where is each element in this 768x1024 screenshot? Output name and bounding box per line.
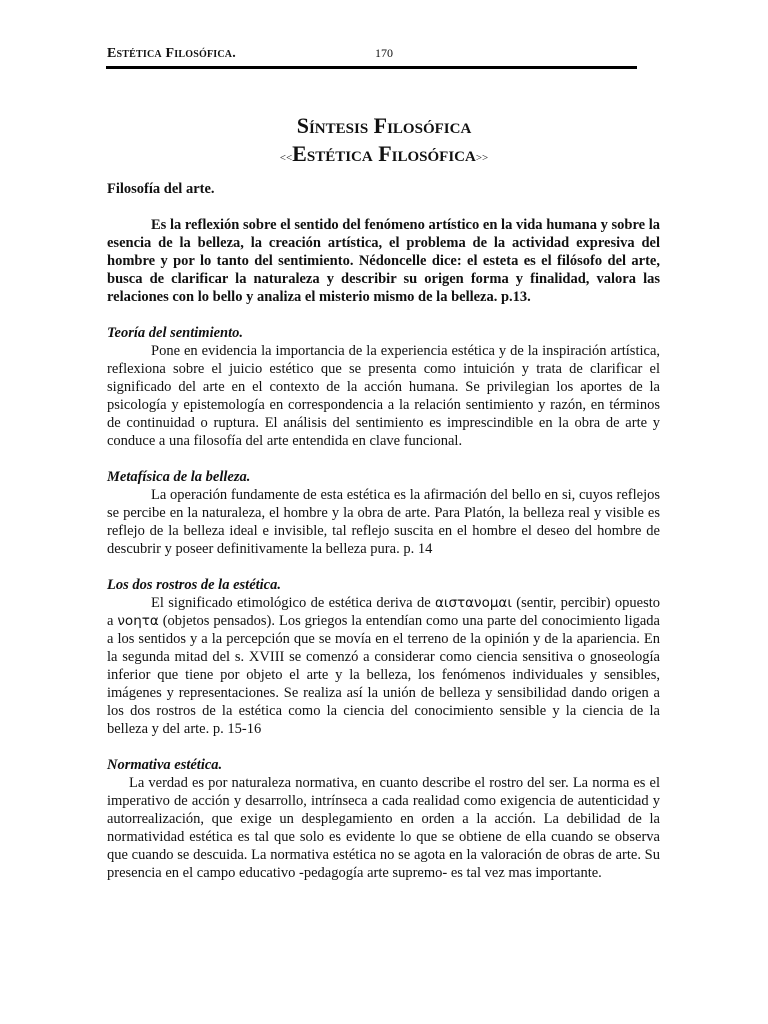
section-paragraph-normativa: La verdad es por naturaleza normativa, en cuanto describe el rostro del ser. La norma es el imperativo de acción y desarrollo, intrínseca a cada realidad como exigencia de autenticidad y autorrealización, que exige un desplegamiento en orden a la acción. La debilidad de la normatividad estética es tal que solo es evidente lo que se obtiene de ella cuando se observa que cuando se descuida. La normativa estética no se agota en la valoración de obras de arte. Su presencia en el campo educativo -pedagogía arte supremo- es tal vez mas importante.	[107, 775, 660, 881]
rostros-text-c: (objetos pensados). Los griegos la entendían como una parte del conocimiento ligada a los sentidos y a la percepción que se movía en el terreno de la opinión y de la apariencia. En la segunda mitad del s. XVIII se comenzó a considerar como ciencia sensitiva o gnoseología inferior que tiene por objeto el arte y la belleza, los fenómenos individuales y sensibles, imágenes y representaciones. Se realiza así la unión de belleza y sensibilidad dando origen a los dos rostros de la estética como la ciencia del conocimiento sensible y la ciencia de la belleza y del arte. p. 15-16	[107, 613, 660, 737]
rostros-text-b: (sentir, percibir) opuesto a	[107, 595, 661, 629]
title-close-bracket: >>	[475, 152, 489, 164]
section-paragraph-metafisica: La operación fundamente de esta estética es la afirmación del bello en si, cuyos reflejos se percibe en la naturaleza, el hombre y la obra de arte. Para Platón, la belleza real y visible es reflejo de la belleza ideal e invisible, tal reflejo suscita en el hombre el deseo del hombre de descubrir y poseer definitivamente la belleza pura. p. 14	[107, 487, 660, 557]
section-paragraph-sentimiento: Pone en evidencia la importancia de la experiencia estética y de la inspiración artística, reflexiona sobre el juicio estético que se presenta como intuición y trata de clarificar el significado del arte en el contexto de la acción humana. Se privilegian los aportes de la psicología y epistemología en correspondencia a la relación sentimiento y razón, en términos de continuidad o ruptura. El análisis del sentimiento es imprescindible en la obra de arte y conduce a una filosofía del arte entendida en clave funcional.	[107, 343, 660, 449]
title-line-2	[106, 140, 662, 172]
title-line-1: Síntesis Filosófica	[296, 113, 472, 138]
section-heading-sentimiento: Teoría del sentimiento.	[107, 325, 244, 341]
rostros-text-a: El significado etimológico de estética deriva de	[151, 595, 435, 611]
running-header-title: Estética Filosófica.	[107, 46, 236, 61]
title-line-2-text: Estética Filosófica	[292, 141, 476, 166]
section-heading-rostros: Los dos rostros de la estética.	[107, 577, 281, 593]
section-paragraph-rostros	[107, 594, 660, 738]
page-number: 170	[375, 46, 393, 60]
document-body	[107, 180, 660, 900]
header-divider	[106, 66, 637, 69]
document-title	[106, 112, 662, 172]
section-heading-metafisica: Metafísica de la belleza.	[107, 469, 251, 485]
section-heading-normativa: Normativa estética.	[107, 757, 223, 773]
greek-term-aistanomai: αιστανομαι	[434, 595, 512, 611]
greek-term-noeta: νοητα	[117, 613, 159, 629]
intro-paragraph: Es la reflexión sobre el sentido del fenómeno artístico en la vida humana y sobre la esencia de la belleza, la creación artística, el problema de la actividad expresiva del hombre y por lo tanto del sentimiento. Nédoncelle dice: el esteta es el filósofo del arte, busca de clarificar la naturaleza y describir su origen forma y finalidad, valora las relaciones con lo bello y analiza el misterio mismo de la belleza. p.13.	[107, 217, 660, 305]
intro-heading: Filosofía del arte.	[107, 181, 215, 197]
title-open-bracket: <<	[279, 152, 293, 164]
